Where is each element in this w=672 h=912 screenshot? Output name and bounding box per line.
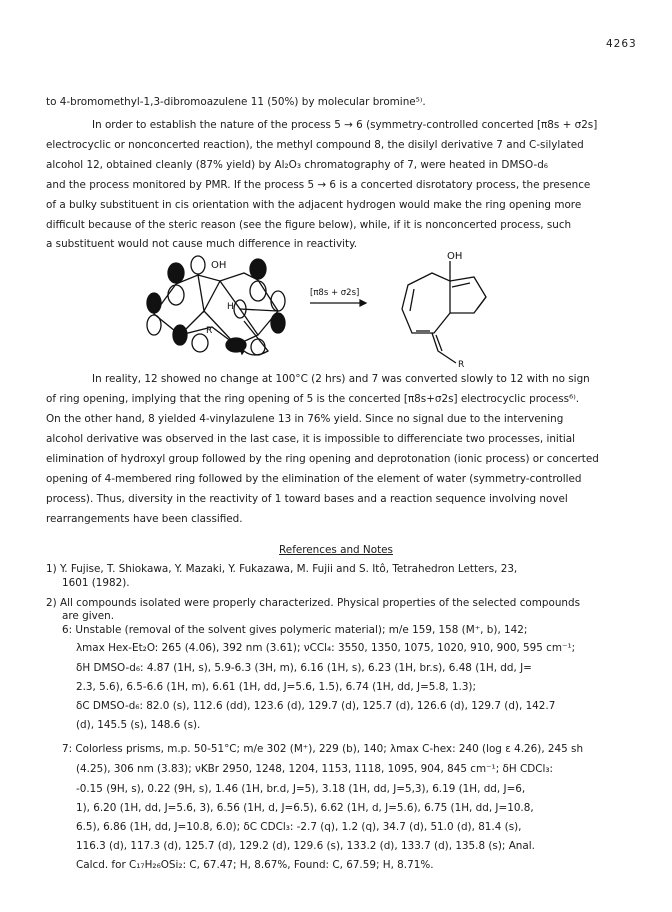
body-line: In order to establish the nature of the process 5 → 6 (symmetry-controlled concerted [π8s + σ2s] <box>92 119 598 131</box>
product-oh-label: OH <box>447 251 463 262</box>
orbital-lobe <box>191 256 205 274</box>
body-line: to 4-bromomethyl-1,3-dibromoazulene 11 (50%) by molecular bromine⁵⁾. <box>46 96 426 108</box>
reference-line: δH DMSO-d₆: 4.87 (1H, s), 5.9-6.3 (3H, m), 6.16 (1H, s), 6.23 (1H, br.s), 6.48 (1H, dd, J= <box>76 662 532 674</box>
orbital-lobe <box>251 339 265 355</box>
reference-line: 1), 6.20 (1H, dd, J=5.6, 3), 6.56 (1H, d, J=6.5), 6.62 (1H, d, J=5.6), 6.75 (1H, dd, J=10.8, <box>76 802 534 814</box>
orbital-lobe <box>168 263 184 283</box>
body-line: alcohol 12, obtained cleanly (87% yield) by Al₂O₃ chromatography of 7, were heated in DMSO-d₆ <box>46 159 548 171</box>
reference-line: 7: Colorless prisms, m.p. 50-51°C; m/e 302 (M⁺), 229 (b), 140; λmax C-hex: 240 (log ε 4.26), 245 sh <box>62 743 584 755</box>
body-line: and the process monitored by PMR. If the process 5 → 6 is a concerted disrotatory process, the presence <box>46 179 591 191</box>
reference-line: 2) All compounds isolated were properly characterized. Physical properties of the selected compounds <box>46 597 581 609</box>
r-label: R <box>206 326 213 336</box>
reference-line: 6: Unstable (removal of the solvent gives polymeric material); m/e 159, 158 (M⁺, b), 142; <box>62 624 528 636</box>
reference-line: are given. <box>62 610 115 622</box>
reference-line: 6.5), 6.86 (1H, dd, J=10.8, 6.0); δC CDCl₃: -2.7 (q), 1.2 (q), 34.7 (d), 51.0 (d), 81.4 (s), <box>76 821 522 833</box>
reference-line: Calcd. for C₁₇H₂₆OSi₂: C, 67.47; H, 8.67%, Found: C, 67.59; H, 8.71%. <box>76 859 434 871</box>
reference-line: 1) Y. Fujise, T. Shiokawa, Y. Mazaki, Y. Fukazawa, M. Fujii and S. Itô, Tetrahedron Letters, 23, <box>46 563 518 575</box>
orbital-lobe <box>147 293 161 313</box>
reaction-arrow <box>310 300 366 306</box>
reference-line: 116.3 (d), 117.3 (d), 125.7 (d), 129.2 (d), 129.6 (s), 133.2 (d), 133.7 (d), 135.8 (s); Anal. <box>76 840 535 852</box>
orbital-lobe <box>192 334 208 352</box>
orbital-lobe <box>168 285 184 305</box>
body-line: difficult because of the steric reason (see the figure below), while, if it is nonconcerted process, such <box>46 219 572 231</box>
body-line: of a bulky substituent in cis orientation with the adjacent hydrogen would make the ring opening more <box>46 199 582 211</box>
body-line: On the other hand, 8 yielded 4-vinylazulene 13 in 76% yield. Since no signal due to the intervening <box>46 413 564 425</box>
reference-line: (4.25), 306 nm (3.83); νKBr 2950, 1248, 1204, 1153, 1118, 1095, 904, 845 cm⁻¹; δH CDCl₃: <box>76 763 554 775</box>
orbital-lobe <box>250 259 266 279</box>
product-structure <box>402 261 486 363</box>
body-line: electrocyclic or nonconcerted reaction), the methyl compound 8, the disilyl derivative 7 and C-silylated <box>46 139 584 151</box>
body-line: alcohol derivative was observed in the last case, it is impossible to differenciate two processes, initial <box>46 433 576 445</box>
reference-line: δC DMSO-d₆: 82.0 (s), 112.6 (dd), 123.6 (d), 129.7 (d), 125.7 (d), 126.6 (d), 129.7 (d), 142.7 <box>76 700 556 712</box>
page-number: 4263 <box>606 38 637 50</box>
body-line: In reality, 12 showed no change at 100°C (2 hrs) and 7 was converted slowly to 12 with no sign <box>92 373 590 385</box>
reference-line: -0.15 (9H, s), 0.22 (9H, s), 1.46 (1H, br.d, J=5), 3.18 (1H, dd, J=5,3), 6.19 (1H, dd, J=6, <box>76 783 526 795</box>
reference-line: λmax Hex-Et₂O: 265 (4.06), 392 nm (3.61); νCCl₄: 3550, 1350, 1075, 1020, 910, 900, 595 cm⁻¹; <box>76 642 576 654</box>
orbital-lobe <box>250 281 266 301</box>
body-line: opening of 4-membered ring followed by the elimination of the element of water (symmetry-controlled <box>46 473 582 485</box>
body-line: process). Thus, diversity in the reactivity of 1 toward bases and a reaction sequence involving novel <box>46 493 568 505</box>
product-r-label: R <box>458 360 465 369</box>
reaction-arrow-label: [π8s + σ2s] <box>310 288 360 298</box>
body-line: a substituent would not cause much difference in reactivity. <box>46 238 358 250</box>
reference-line: (d), 145.5 (s), 148.6 (s). <box>76 719 201 731</box>
oh-label: OH <box>211 260 227 271</box>
references-heading: References and Notes <box>279 544 393 556</box>
reaction-scheme-figure <box>140 251 540 369</box>
orbital-lobe <box>271 291 285 311</box>
reference-line: 2.3, 5.6), 6.5-6.6 (1H, m), 6.61 (1H, dd, J=5.6, 1.5), 6.74 (1H, dd, J=5.8, 1.3); <box>76 681 476 693</box>
body-line: of ring opening, implying that the ring opening of 5 is the concerted [π8s+σ2s] electrocyclic process⁶⁾. <box>46 393 580 405</box>
body-line: elimination of hydroxyl group followed by the ring opening and deprotonation (ionic process) or concerted <box>46 453 599 465</box>
body-line: rearrangements have been classified. <box>46 513 243 525</box>
h-label: H <box>227 302 234 312</box>
reference-line: 1601 (1982). <box>62 577 130 589</box>
